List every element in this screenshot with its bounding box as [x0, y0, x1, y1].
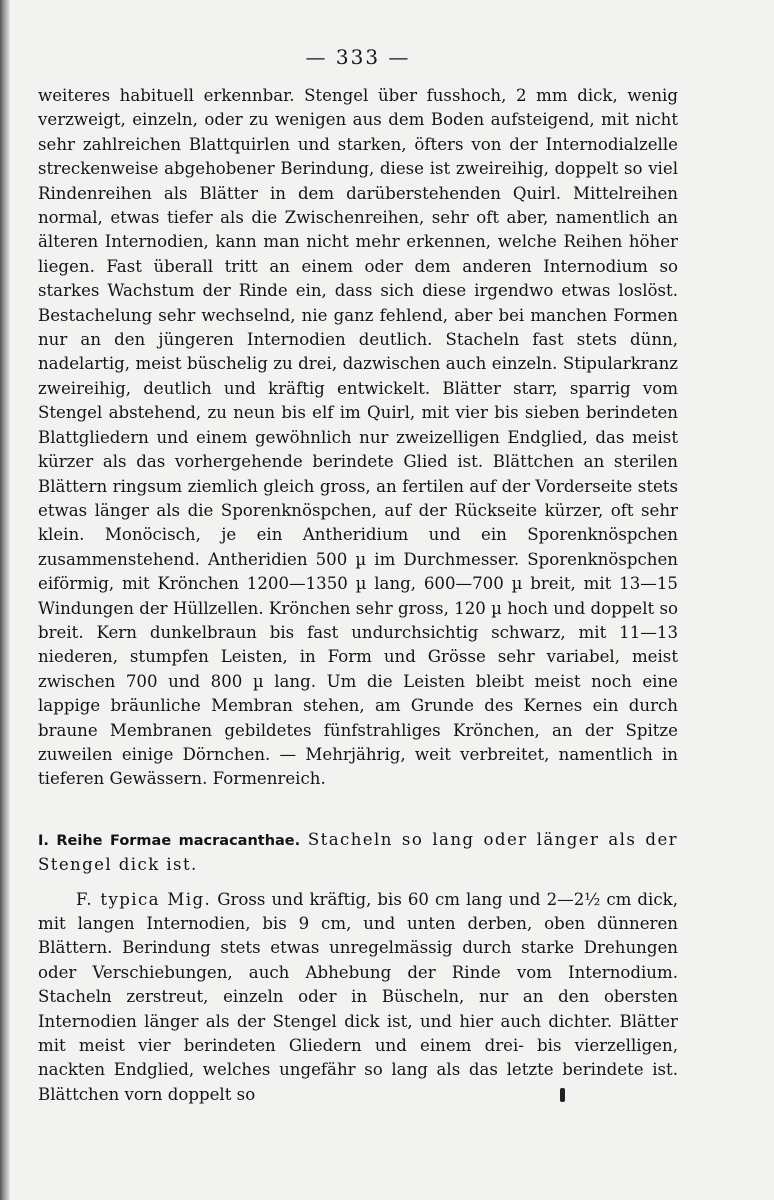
- book-page: [38, 40, 678, 1107]
- main-paragraph: weiteres habituell erkennbar. Stengel über fusshoch, 2 mm dick, wenig verzweigt, einzeln, oder zu wenigen aus dem Boden aufsteigend, mit nicht sehr zahlreichen Blattquirlen und starken, öfters von der Internodialzelle streckenweise abgehobener Berindung, diese ist zweireihig, doppelt so viel Rindenreihen als Blätter in dem darüberstehenden Quirl. Mittelreihen normal, etwas tiefer als die Zwischenreihen, sehr oft aber, namentlich an älteren Internodien, kann man nicht mehr erkennen, welche Reihen höher liegen. Fast überall tritt an einem oder dem anderen Internodium so starkes Wachstum der Rinde ein, dass sich diese irgendwo etwas loslöst. Bestachelung sehr wechselnd, nie ganz fehlend, aber bei manchen Formen nur an den jüngeren Internodien deutlich. Stacheln fast stets dünn, nadelartig, meist büschelig zu drei, dazwischen auch einzeln. Stipularkranz zweireihig, deutlich und kräftig entwickelt. Blätter starr, sparrig vom Stengel abstehend, zu neun bis elf im Quirl, mit vier bis sieben berindeten Blattgliedern und einem gewöhnlich nur zweizelligen Endglied, das meist kürzer als das vorhergehende berindete Glied ist. Blättchen an sterilen Blättern ringsum ziemlich gleich gross, an fertilen auf der Vorderseite stets etwas länger als die Sporenknöspchen, auf der Rückseite kürzer, oft sehr klein. Monöcisch, je ein Antheridium und ein Sporenknöspchen zusammenstehend. Antheridien 500 µ im Durchmesser. Sporenknöspchen eiförmig, mit Krönchen 1200—1350 µ lang, 600—700 µ breit, mit 13—15 Windungen der Hüllzellen. Krönchen sehr gross, 120 µ hoch und doppelt so breit. Kern dunkelbraun bis fast undurchsichtig schwarz, mit 11—13 niederen, stumpfen Leisten, in Form und Grösse sehr variabel, meist zwischen 700 und 800 µ lang. Um die Leisten bleibt meist noch eine lappige bräunliche Membran stehen, am Grunde des Kernes ein durch braune Membranen gebildetes fünfstrahliges Krönchen, an der Spitze zuweilen einige Dörnchen. — Mehrjährig, weit verbreitet, namentlich in tieferen Gewässern. Formenreich.: [38, 86, 678, 789]
- series-heading: I. Reihe Formae macracanthae.: [38, 832, 301, 849]
- paragraph-gap: [38, 878, 678, 888]
- series-text: Stacheln so lang oder länger als der Stengel dick ist.: [38, 829, 678, 875]
- ink-speck: [560, 1088, 565, 1102]
- form-name: F. typica Mig.: [76, 889, 212, 909]
- form-paragraph: [38, 888, 678, 1108]
- page-number: — 333 —: [305, 45, 411, 69]
- series-paragraph: [38, 828, 678, 878]
- form-text: Gross und kräftig, bis 60 cm lang und 2—2½ cm dick, mit langen Internodien, bis 9 cm, und unten derben, oben dünneren Blättern. Berindung stets etwas unregelmässig durch starke Drehungen oder Verschiebungen, auch Abhebung der Rinde vom Internodium. Stacheln zerstreut, einzeln oder in Büscheln, nur an den obersten Internodien länger als der Stengel dick ist, und hier auch dichter. Blätter mit meist vier berindeten Gliedern und einem drei- bis vierzelligen, nackten Endglied, welches ungefähr so lang als das letzte berindete ist. Blättchen vorn doppelt so: [38, 889, 678, 1104]
- section-gap: [38, 792, 678, 828]
- binding-edge: [0, 0, 10, 1200]
